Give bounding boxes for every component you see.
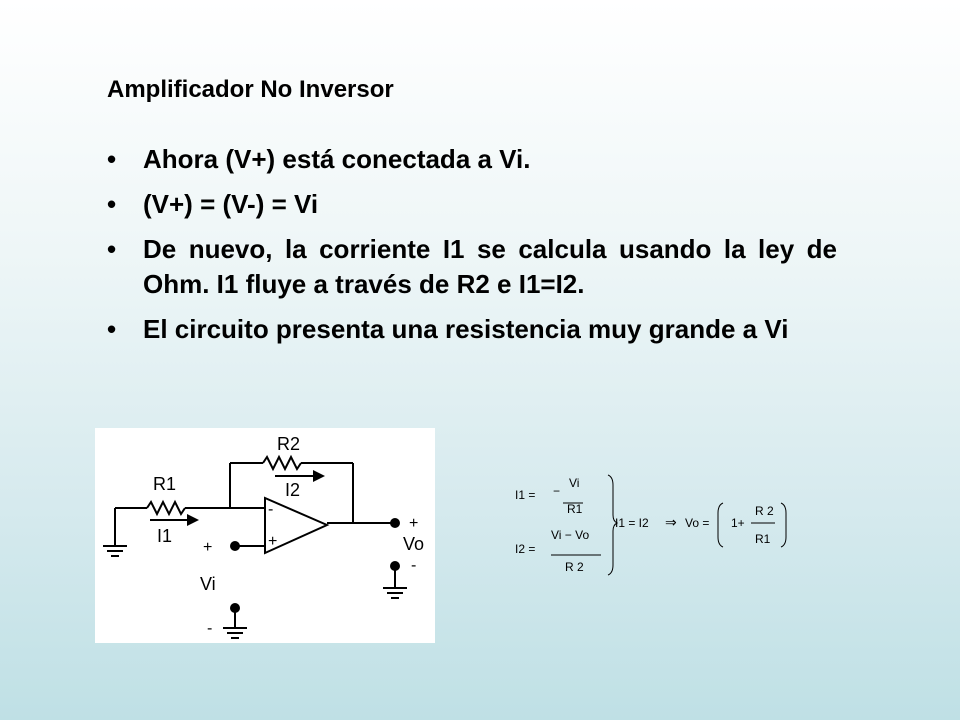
- circuit-diagram: [95, 428, 435, 643]
- vo-minus-label: -: [411, 557, 417, 574]
- opamp-minus-label: -: [268, 501, 274, 518]
- bullet-dot: •: [107, 144, 117, 174]
- i1-denominator: R1: [567, 502, 583, 516]
- gain-numerator: R 2: [755, 504, 774, 518]
- one-plus: 1+: [731, 516, 745, 530]
- implies-icon: ⇒: [665, 514, 677, 530]
- gain-denominator: R1: [755, 532, 771, 546]
- left-paren: [718, 503, 723, 547]
- bullet-dot: •: [107, 314, 117, 344]
- input-terminal: [230, 541, 240, 551]
- vi-terminal: [230, 603, 240, 613]
- i1-lhs: I1 =: [515, 488, 536, 502]
- formula-svg: [505, 465, 805, 585]
- i2-arrow-icon: [313, 470, 325, 482]
- bullet-item: [107, 232, 837, 302]
- bullet-text: Ahora (V+) está conectada a Vi.: [143, 144, 531, 174]
- bullet-text: (V+) = (V-) = Vi: [143, 189, 319, 219]
- i2-label: I2: [285, 480, 301, 500]
- bullet-text: De nuevo, la corriente I1 se calcula usando la ley de Ohm. I1 fluye a través de R2 e I1=I2.: [143, 234, 837, 299]
- bullet-text: El circuito presenta una resistencia muy grande a Vi: [143, 314, 789, 344]
- equality-text: I1 = I2: [615, 516, 649, 530]
- output-ground-terminal: [390, 561, 400, 571]
- bullet-dot: •: [107, 189, 117, 219]
- i1-numerator: Vi: [569, 476, 580, 490]
- right-paren: [781, 503, 786, 547]
- vo-lhs: Vo =: [685, 516, 710, 530]
- bullet-item: [107, 312, 837, 347]
- bullet-item: [107, 187, 837, 222]
- i2-lhs: I2 =: [515, 542, 536, 556]
- i2-numerator: Vi − Vo: [551, 528, 590, 542]
- r1-label: R1: [153, 474, 177, 494]
- vi-minus-label: -: [207, 620, 213, 637]
- slide-title: Amplificador No Inversor: [107, 76, 394, 103]
- vi-label: Vi: [200, 574, 216, 594]
- r1-resistor: [147, 502, 185, 514]
- input-plus-label: +: [203, 539, 213, 556]
- circuit-svg: [95, 428, 435, 643]
- r2-resistor: [263, 457, 301, 469]
- r2-label: R2: [277, 434, 301, 454]
- vo-plus-label: +: [409, 515, 419, 532]
- output-terminal: [390, 518, 400, 528]
- bullet-item: [107, 142, 837, 177]
- opamp-plus-label: +: [268, 533, 278, 550]
- bullet-dot: •: [107, 234, 117, 264]
- i1-arrow-icon: [187, 514, 199, 526]
- bullet-list: [107, 142, 837, 357]
- formula-block: [505, 465, 805, 585]
- vo-label: Vo: [403, 534, 425, 554]
- i1-label: I1: [157, 526, 173, 546]
- i1-minus: −: [553, 484, 561, 498]
- i2-denominator: R 2: [565, 560, 584, 574]
